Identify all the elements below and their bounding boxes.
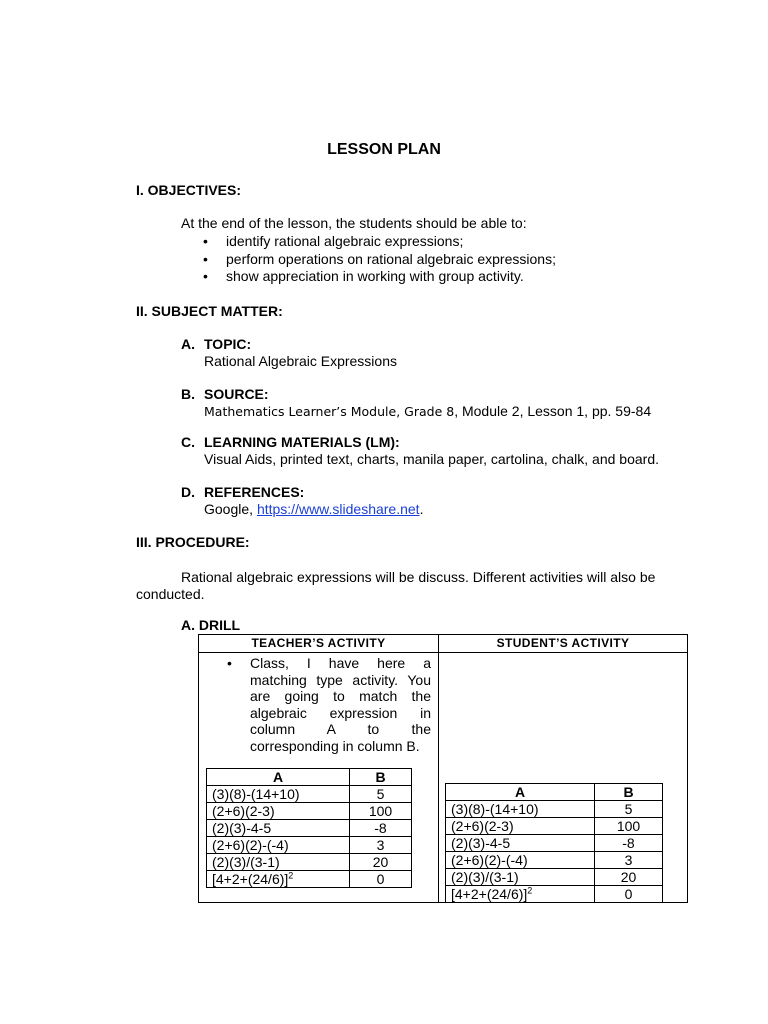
student-matching-table xyxy=(445,783,663,903)
column-b-cell: 100 xyxy=(350,803,412,820)
column-b-cell: 5 xyxy=(350,786,412,803)
drill-heading: A. DRILL xyxy=(181,617,241,633)
list-item: • show appreciation in working with group activity. xyxy=(181,268,556,286)
table-header-row xyxy=(207,769,412,786)
references-suffix: . xyxy=(419,501,424,517)
column-divider xyxy=(438,635,439,902)
table-row xyxy=(207,803,412,820)
source-label: SOURCE: xyxy=(204,386,269,402)
source-letter: B. xyxy=(181,386,195,402)
page-title: LESSON PLAN xyxy=(327,141,441,158)
column-b-cell: -8 xyxy=(595,835,663,852)
source-section xyxy=(181,386,741,420)
topic-label: TOPIC: xyxy=(204,336,252,352)
table-row xyxy=(446,835,663,852)
materials-section xyxy=(181,434,741,468)
column-b-cell: 0 xyxy=(350,871,412,888)
drill-table xyxy=(198,634,688,903)
instruction-line: corresponding in column B. xyxy=(250,737,420,754)
column-a-cell: (2)(3)-4-5 xyxy=(207,820,350,837)
table-row xyxy=(446,869,663,886)
objectives-intro: At the end of the lesson, the students should be able to: xyxy=(181,215,527,231)
instruction-bullet: • xyxy=(227,655,232,671)
column-a-cell: (3)(8)-(14+10) xyxy=(446,801,595,818)
column-a-header: A xyxy=(207,769,350,786)
column-b-cell: 5 xyxy=(595,801,663,818)
materials-label: LEARNING MATERIALS (LM): xyxy=(204,434,400,450)
exponent: 2 xyxy=(288,869,294,880)
materials-value: Visual Aids, printed text, charts, manila paper, cartolina, chalk, and board. xyxy=(204,451,659,467)
list-item: • identify rational algebraic expressions; xyxy=(181,233,556,251)
references-section xyxy=(181,484,741,518)
references-letter: D. xyxy=(181,484,195,500)
instruction-line: column A to the xyxy=(250,721,431,737)
teacher-matching-table xyxy=(206,768,412,888)
objectives-list xyxy=(181,233,556,286)
table-header-row xyxy=(446,784,663,801)
teacher-activity-header: TEACHER’S ACTIVITY xyxy=(251,636,386,650)
column-a-cell: (2)(3)-4-5 xyxy=(446,835,595,852)
topic-letter: A. xyxy=(181,336,195,352)
references-label: REFERENCES: xyxy=(204,484,305,500)
subject-matter-heading: II. SUBJECT MATTER: xyxy=(136,303,283,319)
table-row xyxy=(446,886,663,903)
materials-letter: C. xyxy=(181,434,195,450)
table-row xyxy=(207,820,412,837)
column-a-cell: (2+6)(2-3) xyxy=(446,818,595,835)
instruction-line: are going to match the xyxy=(250,688,431,704)
table-row xyxy=(207,786,412,803)
column-a-cell xyxy=(207,871,350,888)
teacher-instruction xyxy=(250,655,431,754)
column-b-header: B xyxy=(595,784,663,801)
column-b-cell: 20 xyxy=(595,869,663,886)
column-b-cell: 3 xyxy=(350,837,412,854)
column-a-header: A xyxy=(446,784,595,801)
column-a-cell: (2)(3)/(3-1) xyxy=(207,854,350,871)
column-a-cell: (3)(8)-(14+10) xyxy=(207,786,350,803)
references-prefix: Google, xyxy=(204,501,257,517)
table-row xyxy=(446,818,663,835)
table-row xyxy=(446,801,663,818)
topic-section xyxy=(181,336,741,370)
expression-text: [4+2+(24/6)] xyxy=(451,885,528,902)
column-a-cell: (2)(3)/(3-1) xyxy=(446,869,595,886)
column-a-cell: (2+6)(2-3) xyxy=(207,803,350,820)
list-item: • perform operations on rational algebraic expressions; xyxy=(181,251,556,269)
source-module-title: Mathematics Learner’s Module, Grade 8 xyxy=(204,404,455,419)
student-activity-header: STUDENT’S ACTIVITY xyxy=(496,636,630,650)
instruction-line: matching type activity. You xyxy=(250,671,431,688)
column-b-header: B xyxy=(350,769,412,786)
instruction-line: Class, I have here a xyxy=(250,655,431,671)
table-row xyxy=(446,852,663,869)
topic-value: Rational Algebraic Expressions xyxy=(204,353,397,369)
column-b-cell: 100 xyxy=(595,818,663,835)
column-a-cell: (2+6)(2)-(-4) xyxy=(446,852,595,869)
column-b-cell: -8 xyxy=(350,820,412,837)
column-a-cell: (2+6)(2)-(-4) xyxy=(207,837,350,854)
source-module-detail: , Module 2, Lesson 1, pp. 59-84 xyxy=(454,403,652,419)
header-divider xyxy=(199,652,687,653)
references-link[interactable]: https://www.slideshare.net xyxy=(256,501,420,517)
column-a-cell xyxy=(446,886,595,903)
procedure-paragraph-line1: Rational algebraic expressions will be discuss. Different activities will also be xyxy=(181,569,656,585)
expression-text: [4+2+(24/6)] xyxy=(212,870,289,887)
procedure-paragraph-line2: conducted. xyxy=(136,586,205,602)
instruction-line: algebraic expression in xyxy=(250,704,431,721)
column-b-cell: 3 xyxy=(595,852,663,869)
column-b-cell: 0 xyxy=(595,886,663,903)
table-row xyxy=(207,837,412,854)
table-row xyxy=(207,871,412,888)
objectives-heading: I. OBJECTIVES: xyxy=(136,182,242,198)
procedure-heading: III. PROCEDURE: xyxy=(136,534,250,550)
exponent: 2 xyxy=(527,884,533,895)
table-row xyxy=(207,854,412,871)
column-b-cell: 20 xyxy=(350,854,412,871)
